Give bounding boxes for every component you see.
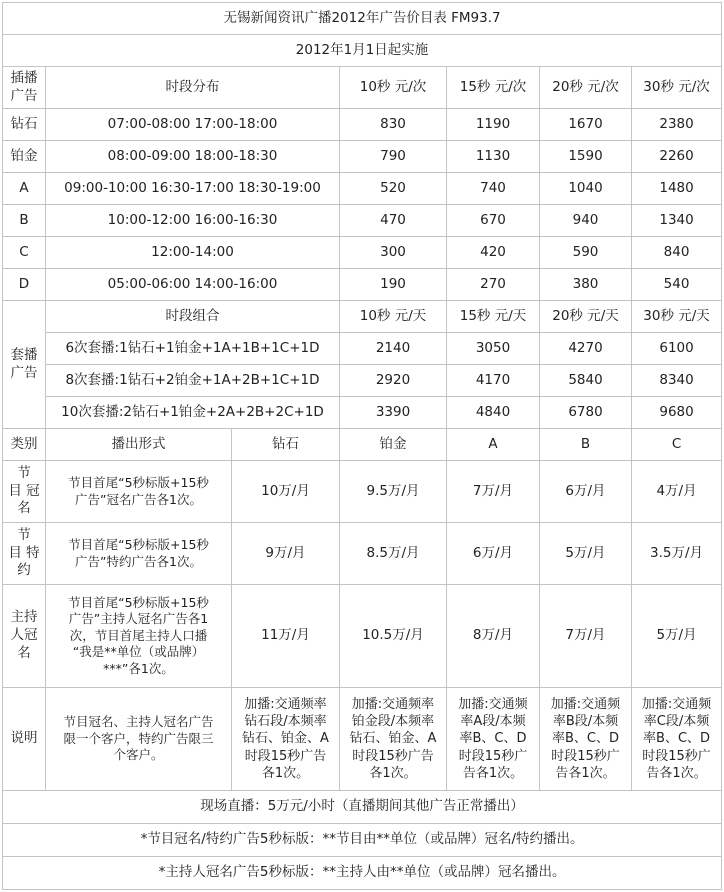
notes-tier: 加播:交通频 率C段/本频 率B、C、D 时段15秒广 告各1次。: [632, 688, 722, 791]
price-cell: 1340: [632, 205, 722, 237]
page-title: 无锡新闻资讯广播2012年广告价目表 FM93.7: [3, 3, 722, 35]
sponsor-row: [3, 523, 722, 585]
price-header-15s: 15秒 元/次: [447, 67, 540, 109]
price-cell: 590: [540, 237, 632, 269]
package-combo: 10次套播:2钻石+1铂金+2A+2B+2C+1D: [46, 397, 340, 429]
price-cell: 4万/月: [632, 461, 722, 523]
live-row: [3, 791, 722, 824]
sponsor-row: [3, 585, 722, 688]
price-cell: 8.5万/月: [340, 523, 447, 585]
notes-tier: 加播:交通频率 钻石段/本频率 钻石、铂金、A 时段15秒广告 各1次。: [232, 688, 340, 791]
tier-times: 09:00-10:00 16:30-17:00 18:30-19:00: [46, 173, 340, 205]
sponsor-form: 节目首尾“5秒标版+15秒 广告”冠名广告各1次。: [46, 461, 232, 523]
spot-row: [3, 141, 722, 173]
package-category-label: 套播 广告: [3, 301, 46, 429]
price-cell: 6780: [540, 397, 632, 429]
price-cell: 4840: [447, 397, 540, 429]
price-cell: 5万/月: [540, 523, 632, 585]
price-cell: 1590: [540, 141, 632, 173]
slot-header: 时段分布: [46, 67, 340, 109]
price-cell: 1190: [447, 109, 540, 141]
notes-tier: 加播:交通频 率B段/本频 率B、C、D 时段15秒广 告各1次。: [540, 688, 632, 791]
spot-category-label: 插播 广告: [3, 67, 46, 109]
price-cell: 4270: [540, 333, 632, 365]
tier-name: C: [3, 237, 46, 269]
rate-table: [2, 2, 722, 890]
price-cell: 5万/月: [632, 585, 722, 688]
notes-tier: 加播:交通频率 铂金段/本频率 钻石、铂金、A 时段15秒广告 各1次。: [340, 688, 447, 791]
spot-row: [3, 269, 722, 301]
price-cell: 3390: [340, 397, 447, 429]
price-cell: 2260: [632, 141, 722, 173]
package-combo: 6次套播:1钻石+1铂金+1A+1B+1C+1D: [46, 333, 340, 365]
spot-row: [3, 109, 722, 141]
notes-main: 节目冠名、主持人冠名广告 限一个客户，特约广告限三 个客户。: [46, 688, 232, 791]
tier-name: 钻石: [3, 109, 46, 141]
footnote-host: *主持人冠名广告5秒标版：**主持人由**单位（或品牌）冠名播出。: [3, 857, 722, 890]
footnote-row: [3, 824, 722, 857]
footnote-row: [3, 857, 722, 890]
tier-name: B: [3, 205, 46, 237]
price-cell: 940: [540, 205, 632, 237]
tier-times: 05:00-06:00 14:00-16:00: [46, 269, 340, 301]
tier-name: A: [3, 173, 46, 205]
spot-row: [3, 205, 722, 237]
notes-label: 说明: [3, 688, 46, 791]
category-header: 类别: [3, 429, 46, 461]
price-header-20s: 20秒 元/次: [540, 67, 632, 109]
price-cell: 2380: [632, 109, 722, 141]
rate-card: [2, 2, 721, 889]
price-cell: 8万/月: [447, 585, 540, 688]
tier-times: 07:00-08:00 17:00-18:00: [46, 109, 340, 141]
form-header: 播出形式: [46, 429, 232, 461]
price-cell: 10万/月: [232, 461, 340, 523]
footnote-sponsor: *节目冠名/特约广告5秒标版：**节目由**单位（或品牌）冠名/特约播出。: [3, 824, 722, 857]
package-row: [3, 333, 722, 365]
price-cell: 830: [340, 109, 447, 141]
price-cell: 470: [340, 205, 447, 237]
live-broadcast-note: 现场直播：5万元/小时（直播期间其他广告正常播出）: [3, 791, 722, 824]
package-price-header-20s: 20秒 元/天: [540, 301, 632, 333]
tier-header-diamond: 钻石: [232, 429, 340, 461]
price-cell: 420: [447, 237, 540, 269]
package-price-header-10s: 10秒 元/天: [340, 301, 447, 333]
price-cell: 380: [540, 269, 632, 301]
tier-times: 12:00-14:00: [46, 237, 340, 269]
price-cell: 1670: [540, 109, 632, 141]
price-cell: 4170: [447, 365, 540, 397]
price-cell: 670: [447, 205, 540, 237]
package-price-header-15s: 15秒 元/天: [447, 301, 540, 333]
notes-row: [3, 688, 722, 791]
price-cell: 7万/月: [540, 585, 632, 688]
sponsor-header-row: [3, 429, 722, 461]
sponsor-type: 主持 人冠 名: [3, 585, 46, 688]
sponsor-form: 节目首尾“5秒标版+15秒 广告”特约广告各1次。: [46, 523, 232, 585]
price-cell: 540: [632, 269, 722, 301]
price-cell: 300: [340, 237, 447, 269]
price-header-10s: 10秒 元/次: [340, 67, 447, 109]
price-cell: 790: [340, 141, 447, 173]
price-cell: 8340: [632, 365, 722, 397]
spot-header-row: [3, 67, 722, 109]
package-row: [3, 365, 722, 397]
price-cell: 1130: [447, 141, 540, 173]
package-price-header-30s: 30秒 元/天: [632, 301, 722, 333]
price-cell: 6万/月: [540, 461, 632, 523]
sponsor-form: 节目首尾“5秒标版+15秒 广告”主持人冠名广告各1 次，节目首尾主持人口播 “我是**单位（或品牌） ***”各1次。: [46, 585, 232, 688]
spot-row: [3, 237, 722, 269]
price-cell: 2920: [340, 365, 447, 397]
price-cell: 10.5万/月: [340, 585, 447, 688]
price-cell: 740: [447, 173, 540, 205]
price-cell: 9万/月: [232, 523, 340, 585]
tier-times: 10:00-12:00 16:00-16:30: [46, 205, 340, 237]
price-cell: 3050: [447, 333, 540, 365]
tier-header-c: C: [632, 429, 722, 461]
tier-header-platinum: 铂金: [340, 429, 447, 461]
title-row: [3, 3, 722, 35]
sponsor-type: 节 目 特 约: [3, 523, 46, 585]
sponsor-row: [3, 461, 722, 523]
price-cell: 11万/月: [232, 585, 340, 688]
effective-row: [3, 35, 722, 67]
price-cell: 190: [340, 269, 447, 301]
tier-header-b: B: [540, 429, 632, 461]
price-cell: 9.5万/月: [340, 461, 447, 523]
price-cell: 1040: [540, 173, 632, 205]
package-combo: 8次套播:1钻石+2铂金+1A+2B+1C+1D: [46, 365, 340, 397]
price-cell: 7万/月: [447, 461, 540, 523]
tier-times: 08:00-09:00 18:00-18:30: [46, 141, 340, 173]
price-cell: 6100: [632, 333, 722, 365]
price-header-30s: 30秒 元/次: [632, 67, 722, 109]
tier-name: 铂金: [3, 141, 46, 173]
price-cell: 9680: [632, 397, 722, 429]
price-cell: 840: [632, 237, 722, 269]
spot-row: [3, 173, 722, 205]
tier-name: D: [3, 269, 46, 301]
combo-header: 时段组合: [46, 301, 340, 333]
package-row: [3, 397, 722, 429]
price-cell: 3.5万/月: [632, 523, 722, 585]
price-cell: 270: [447, 269, 540, 301]
price-cell: 2140: [340, 333, 447, 365]
price-cell: 1480: [632, 173, 722, 205]
package-header-row: [3, 301, 722, 333]
price-cell: 6万/月: [447, 523, 540, 585]
effective-date: 2012年1月1日起实施: [3, 35, 722, 67]
price-cell: 520: [340, 173, 447, 205]
price-cell: 5840: [540, 365, 632, 397]
tier-header-a: A: [447, 429, 540, 461]
notes-tier: 加播:交通频 率A段/本频 率B、C、D 时段15秒广 告各1次。: [447, 688, 540, 791]
sponsor-type: 节 目 冠 名: [3, 461, 46, 523]
